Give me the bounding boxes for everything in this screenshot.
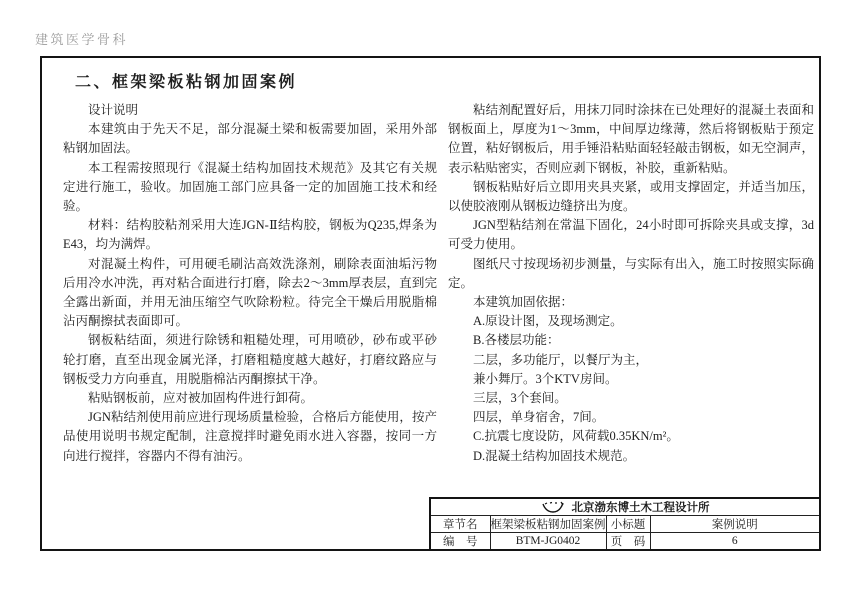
right-column [448, 101, 814, 466]
paragraph: 材料：结构胶粘剂采用大连JGN-Ⅱ结构胶，钢板为Q235,焊条为E43，均为满焊。 [63, 218, 437, 252]
paragraph: 钢板粘贴好后立即用夹具夹紧，或用支撑固定，并适当加压，以使胶液刚从钢板边缝挤出为度。 [448, 179, 814, 214]
swoosh-logo-icon [541, 501, 565, 513]
paragraph: A.原设计图，及现场测定。 [473, 314, 623, 329]
left-column [63, 101, 437, 466]
company-name: 北京渤东博土木工程设计所 [571, 502, 710, 514]
paragraph: 本建筑加固依据： [473, 295, 574, 310]
field-value: 案例说明 [650, 516, 820, 533]
paragraph: 粘贴钢板前，应对被加固构件进行卸荷。 [88, 391, 314, 406]
page-title: 二、框架梁板粘钢加固案例 [75, 74, 298, 91]
company-cell [430, 498, 820, 516]
field-label: 编 号 [430, 533, 490, 551]
paragraph: B.各楼层功能： [473, 333, 560, 348]
title-block-company-row [430, 498, 820, 516]
field-value: 6 [650, 533, 820, 551]
title-block [429, 497, 821, 551]
field-label: 章节名 [430, 516, 490, 533]
design-notes [63, 101, 814, 466]
paragraph: D.混凝土结构加固技术规范。 [473, 448, 636, 463]
paragraph: 设计说明 [88, 103, 139, 117]
title-block-row [430, 516, 820, 533]
paragraph: 对混凝土构件，可用硬毛刷沾高效洗涤剂，刷除表面油垢污物后用冷水冲洗，再对粘合面进行打磨，除去2～3mm厚表层，直到完全露出新面，并用无油压缩空气吹除粉粒。待完全干燥后用脱脂棉沾丙酮擦拭表面即可。 [63, 256, 437, 329]
paragraph: 钢板粘结面，须进行除锈和粗糙处理，可用喷砂，砂布或平砂轮打磨，直至出现金属光泽，打磨粗糙度越大越好，打磨纹路应与钢板受力方向垂直，用脱脂棉沾丙酮擦拭干净。 [63, 333, 437, 386]
paragraph: 二层，多功能厅，以餐厅为主， [473, 352, 649, 367]
field-label: 小标题 [606, 516, 650, 533]
paragraph: 粘结剂配置好后，用抹刀同时涂抹在已处理好的混凝土表面和钢板面上，厚度为1～3mm，中间厚边缘薄，然后将钢板贴于预定位置，粘好钢板后，用手锤沿粘贴面轻轻敲击钢板，如无空洞声，表示粘贴密实，否则应剥下钢板，补胶，重新粘贴。 [448, 103, 814, 175]
field-value: 框架梁板粘钢加固案例 [490, 516, 606, 533]
paragraph: 四层，单身宿舍，7间。 [473, 410, 605, 425]
paragraph: 图纸尺寸按现场初步测量，与实际有出入，施工时按照实际确定。 [448, 256, 814, 290]
field-label: 页 码 [606, 533, 650, 551]
watermark-text: 建筑医学骨科 [35, 32, 129, 47]
paragraph: 兼小舞厅。3个KTV房间。 [473, 371, 618, 386]
paragraph: JGN粘结剂使用前应进行现场质量检验，合格后方能使用，按产品使用说明书规定配制，注意搅拌时避免雨水进入容器，按同一方向进行搅拌，容器内不得有油污。 [63, 410, 437, 463]
paragraph: 本建筑由于先天不足，部分混凝土梁和板需要加固，采用外部粘钢加固法。 [63, 122, 437, 156]
field-value: BTM-JG0402 [490, 533, 606, 551]
paragraph: 本工程需按照现行《混凝土结构加固技术规范》及其它有关规定进行施工，验收。加固施工部门应具备一定的加固施工技术和经验。 [63, 160, 437, 214]
document-frame [40, 56, 821, 551]
title-block-row [430, 533, 820, 551]
paragraph: C.抗震七度设防，风荷载0.35KN/m²。 [473, 429, 679, 444]
paragraph: 三层，3个套间。 [473, 391, 567, 406]
paragraph: JGN型粘结剂在常温下固化，24小时即可拆除夹具或支撑，3d可受力使用。 [448, 218, 814, 252]
